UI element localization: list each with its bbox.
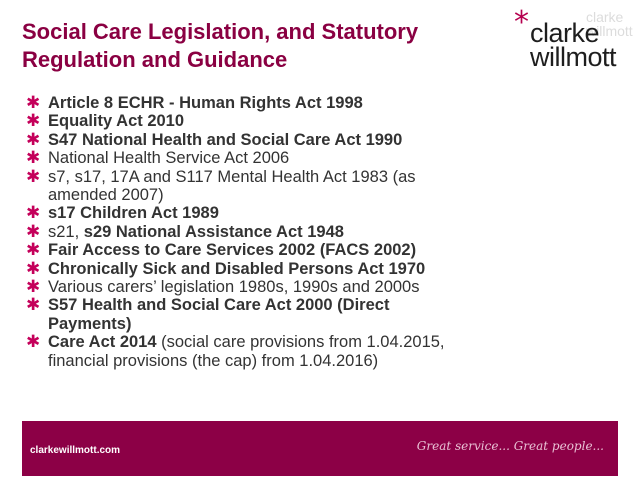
list-item: ✱ s7, s17, 17A and S117 Mental Health Act 1983 (as amended 2007) (26, 166, 416, 205)
logo-text-clarke: clarke (530, 18, 600, 48)
slide-title-line1: Social Care Legislation, and Statutory (22, 19, 419, 44)
list-item: ✱ S47 National Health and Social Care Act 1990 (26, 129, 403, 150)
list-item: ✱ s21, s29 National Assistance Act 1948 (26, 221, 344, 242)
list-item: ✱ s17 Children Act 1989 (26, 203, 219, 224)
footer-url: clarkewillmott.com (30, 445, 121, 456)
asterisk-bullet-icon: ✱ (26, 240, 41, 261)
asterisk-bullet-icon: ✱ (26, 203, 41, 224)
asterisk-bullet-icon: ✱ (26, 332, 41, 353)
list-item: ✱ National Health Service Act 2006 (26, 148, 290, 169)
clarke-willmott-logo (514, 5, 634, 72)
footer-tagline: Great service... Great people... (416, 439, 604, 453)
footer-bar (22, 421, 618, 476)
list-item: ✱ Equality Act 2010 (26, 111, 185, 132)
asterisk-bullet-icon: ✱ (26, 221, 41, 242)
list-item: ✱ Chronically Sick and Disabled Persons Act 1970 (26, 258, 426, 279)
logo-asterisk-icon: * (514, 5, 529, 40)
list-item: ✱ Fair Access to Care Services 2002 (FACS 2002) (26, 240, 417, 261)
asterisk-bullet-icon: ✱ (26, 129, 41, 150)
asterisk-bullet-icon: ✱ (26, 295, 41, 316)
list-item: ✱ Care Act 2014 (social care provisions from 1.04.2015, financial provisions (the cap) from 1.04.2016) (26, 332, 445, 370)
asterisk-bullet-icon: ✱ (26, 111, 41, 132)
list-item: ✱ Various carers’ legislation 1980s, 1990s and 2000s (26, 277, 420, 298)
asterisk-bullet-icon: ✱ (26, 148, 41, 169)
logo-watermark: clarke willmott (586, 9, 633, 39)
logo-text-willmott: willmott (530, 42, 617, 72)
slide-title (22, 18, 492, 74)
asterisk-bullet-icon: ✱ (26, 166, 41, 187)
asterisk-bullet-icon: ✱ (26, 93, 41, 113)
list-item: ✱ Article 8 ECHR - Human Rights Act 1998 (26, 93, 363, 113)
list-item: ✱ S57 Health and Social Care Act 2000 (Direct Payments) (26, 295, 390, 333)
legislation-list (26, 94, 526, 370)
asterisk-bullet-icon: ✱ (26, 277, 41, 298)
slide-title-line2: Regulation and Guidance (22, 47, 288, 72)
asterisk-bullet-icon: ✱ (26, 258, 41, 279)
